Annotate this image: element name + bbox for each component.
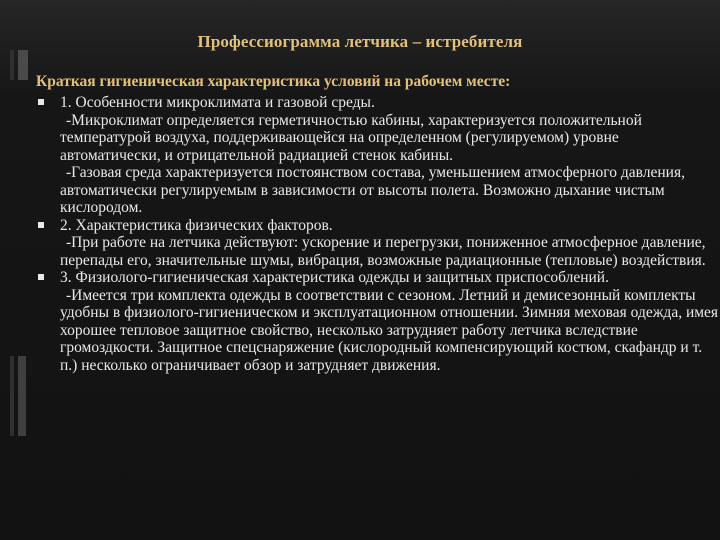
square-bullet-icon [38, 274, 44, 280]
slide-content [36, 94, 720, 374]
section-heading: 2. Характеристика физических факторов. [60, 216, 333, 234]
list-item [36, 269, 720, 287]
decor-bar [10, 50, 14, 80]
section-heading: 3. Физиолого-гигиеническая характеристика одежды и защитных приспособлений. [60, 269, 609, 286]
list-item [36, 94, 720, 112]
decor-bar [18, 50, 28, 80]
square-bullet-icon [38, 99, 44, 105]
section-paragraph: -Газовая среда характеризуется постоянством состава, уменьшением атмосферного давления, автоматически регулируемым в зависимости от высоты полета. Возможно дыхание чистым кислородом. [60, 164, 685, 216]
decor-bar [18, 356, 26, 436]
decor-bar [10, 356, 14, 436]
section-paragraph: -Имеется три комплекта одежды в соответствии с сезоном. Летний и демисезонный комплекты удобны в физиолого-гигиеническом и эксплуатационном отношении. Зимняя меховая одежда, имея хорошее тепловое защитное свойство, несколько затрудняет работу летчика вследствие громоздкости. Защитное спецснаряжение (кислородный компенсирующий костюм, скафандр и т. п.) несколько ограничивает обзор и затрудняет движения. [60, 286, 719, 374]
section-paragraph: -При работе на летчика действуют: ускорение и перегрузки, пониженное атмосферное давление, перепады его, значительные шумы, вибрация, возможные радиационные (тепловые) воздействия. [60, 234, 706, 269]
section-paragraph: -Микроклимат определяется герметичностью кабины, характеризуется положительной температурой воздуха, поддерживающейся на определенном (регулируемом) уровне автоматически, и отрицательной радиацией стенок кабины. [60, 111, 642, 164]
slide-subtitle: Краткая гигиеническая характеристика условий на рабочем месте: [36, 73, 511, 90]
square-bullet-icon [38, 222, 44, 228]
section-heading: 1. Особенности микроклимата и газовой среды. [60, 94, 375, 111]
list-item [36, 217, 720, 235]
slide-title: Профессиограмма летчика – истребителя [197, 32, 523, 51]
